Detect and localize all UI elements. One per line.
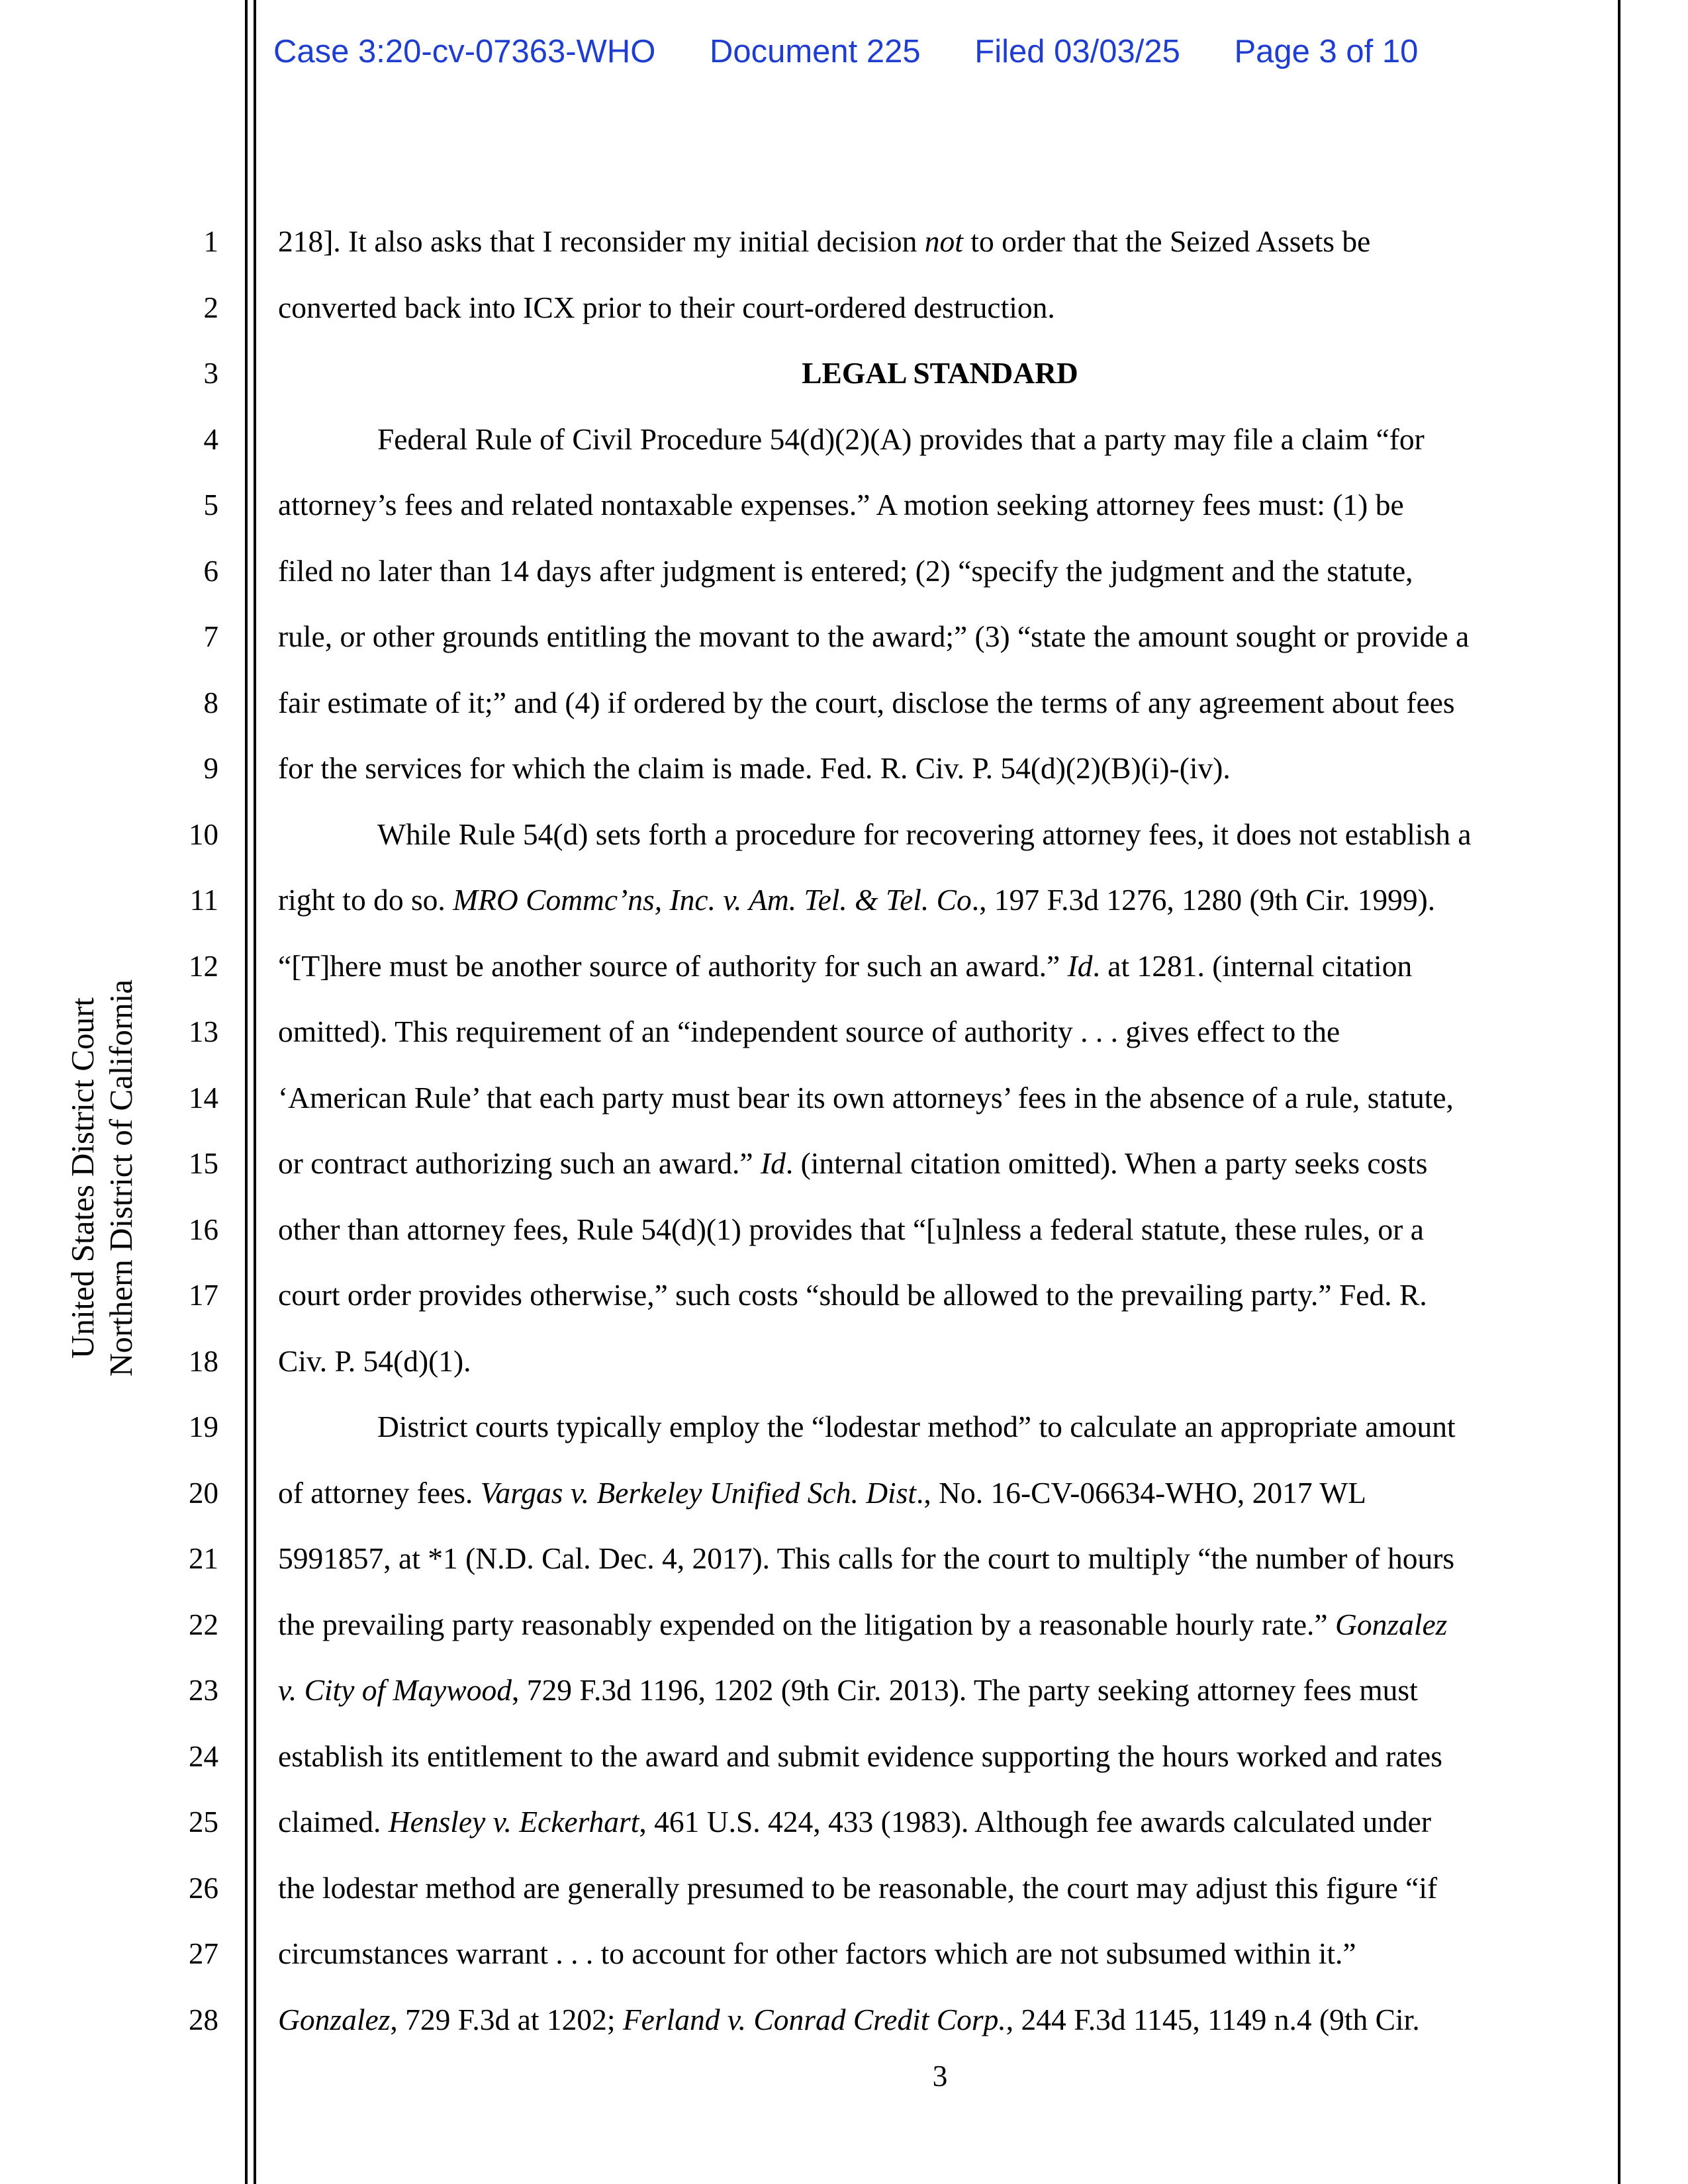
body-line: Gonzalez, 729 F.3d at 1202; Ferland v. Conrad Credit Corp., 244 F.3d 1145, 1149 n.4 (9th Cir. [278,2002,1420,2036]
header-case-number: Case 3:20-cv-07363-WHO [273,34,656,69]
body-line: Federal Rule of Civil Procedure 54(d)(2)(A) provides that a party may file a claim “for [377,422,1425,456]
body-line: converted back into ICX prior to their court-ordered destruction. [278,290,1055,324]
line-number: 28 [189,2003,218,2036]
line-number: 22 [189,1608,218,1641]
body-line: “[T]here must be another source of authority for such an award.” Id. at 1281. (internal citation [278,948,1413,983]
right-margin-rule [1618,0,1620,2184]
line-number: 27 [189,1937,218,1970]
line-number: 5 [203,488,218,522]
line-number: 26 [189,1871,218,1905]
line-number: 11 [189,884,218,917]
left-margin-rule-outer [245,0,248,2184]
court-side-caption [64,966,143,1390]
body-line: of attorney fees. Vargas v. Berkeley Unified Sch. Dist., No. 16-CV-06634-WHO, 2017 WL [278,1475,1366,1510]
line-number: 15 [189,1147,218,1180]
body-line: filed no later than 14 days after judgment is entered; (2) “specify the judgment and the statute, [278,553,1413,588]
body-line: 218]. It also asks that I reconsider my initial decision not to order that the Seized Assets be [278,224,1371,258]
header-document-number: Document 225 [709,34,921,69]
body-line: court order provides otherwise,” such costs “should be allowed to the prevailing party.” Fed. R. [278,1278,1427,1312]
body-line: claimed. Hensley v. Eckerhart, 461 U.S. 424, 433 (1983). Although fee awards calculated under [278,1805,1431,1839]
ecf-header [273,33,1418,70]
body-line: for the services for which the claim is made. Fed. R. Civ. P. 54(d)(2)(B)(i)-(iv). [278,751,1231,785]
line-number: 2 [203,291,218,324]
header-filed-date: Filed 03/03/25 [974,34,1180,69]
line-number: 4 [203,422,218,456]
body-line: omitted). This requirement of an “independent source of authority . . . gives effect to the [278,1015,1340,1048]
line-number: 20 [189,1476,218,1510]
caption-court-name: United States District Court [64,997,101,1359]
line-number: 13 [189,1015,218,1048]
body-line: Civ. P. 54(d)(1). [278,1343,471,1378]
line-number: 10 [189,817,218,851]
line-number: 9 [203,752,218,785]
line-number: 3 [203,357,218,390]
header-page-count: Page 3 of 10 [1234,34,1419,69]
body-line: District courts typically employ the “lodestar method” to calculate an appropriate amount [377,1410,1456,1443]
line-number: 6 [203,554,218,588]
line-number: 25 [189,1805,218,1839]
page-number: 3 [932,2059,948,2093]
caption-district-name: Northern District of California [103,979,139,1377]
body-line: attorney’s fees and related nontaxable expenses.” A motion seeking attorney fees must: (1) be [278,488,1404,522]
line-number: 1 [203,225,218,258]
body-line: 5991857, at *1 (N.D. Cal. Dec. 4, 2017). This calls for the court to multiply “the number of hours [278,1541,1455,1575]
line-number: 17 [189,1279,218,1312]
line-number: 19 [189,1410,218,1443]
body-line: the lodestar method are generally presumed to be reasonable, the court may adjust this figure “if [278,1870,1438,1905]
line-number: 24 [189,1739,218,1773]
section-heading: LEGAL STANDARD [802,356,1078,390]
body-line: or contract authorizing such an award.” Id. (internal citation omitted). When a party seeks costs [278,1146,1428,1180]
line-number: 18 [189,1344,218,1378]
line-number: 16 [189,1212,218,1246]
line-number: 7 [203,620,218,653]
body-line: rule, or other grounds entitling the movant to the award;” (3) “state the amount sought or provide a [278,619,1470,653]
body-line: circumstances warrant . . . to account for other factors which are not subsumed within it.” [278,1936,1356,1970]
document-body [278,208,1602,2052]
left-margin-rule-inner [254,0,256,2184]
body-line: v. City of Maywood, 729 F.3d 1196, 1202 (9th Cir. 2013). The party seeking attorney fees must [278,1673,1418,1707]
body-line: fair estimate of it;” and (4) if ordered by the court, disclose the terms of any agreement about fees [278,685,1455,719]
line-number: 14 [189,1081,218,1115]
body-line: the prevailing party reasonably expended on the litigation by a reasonable hourly rate.” Gonzalez [278,1607,1448,1641]
line-number: 23 [189,1674,218,1707]
body-line: other than attorney fees, Rule 54(d)(1) provides that “[u]nless a federal statute, these rules, or a [278,1212,1424,1246]
body-line: right to do so. MRO Commc’ns, Inc. v. Am. Tel. & Tel. Co., 197 F.3d 1276, 1280 (9th Cir. 1999). [278,883,1436,917]
body-line: ‘American Rule’ that each party must bear its own attorneys’ fees in the absence of a rule, statute, [278,1080,1454,1115]
line-number: 21 [189,1542,218,1575]
body-line: establish its entitlement to the award and submit evidence supporting the hours worked and rates [278,1739,1442,1773]
body-line: While Rule 54(d) sets forth a procedure for recovering attorney fees, it does not establish a [377,817,1472,851]
line-number: 8 [203,686,218,719]
line-number: 12 [189,949,218,983]
